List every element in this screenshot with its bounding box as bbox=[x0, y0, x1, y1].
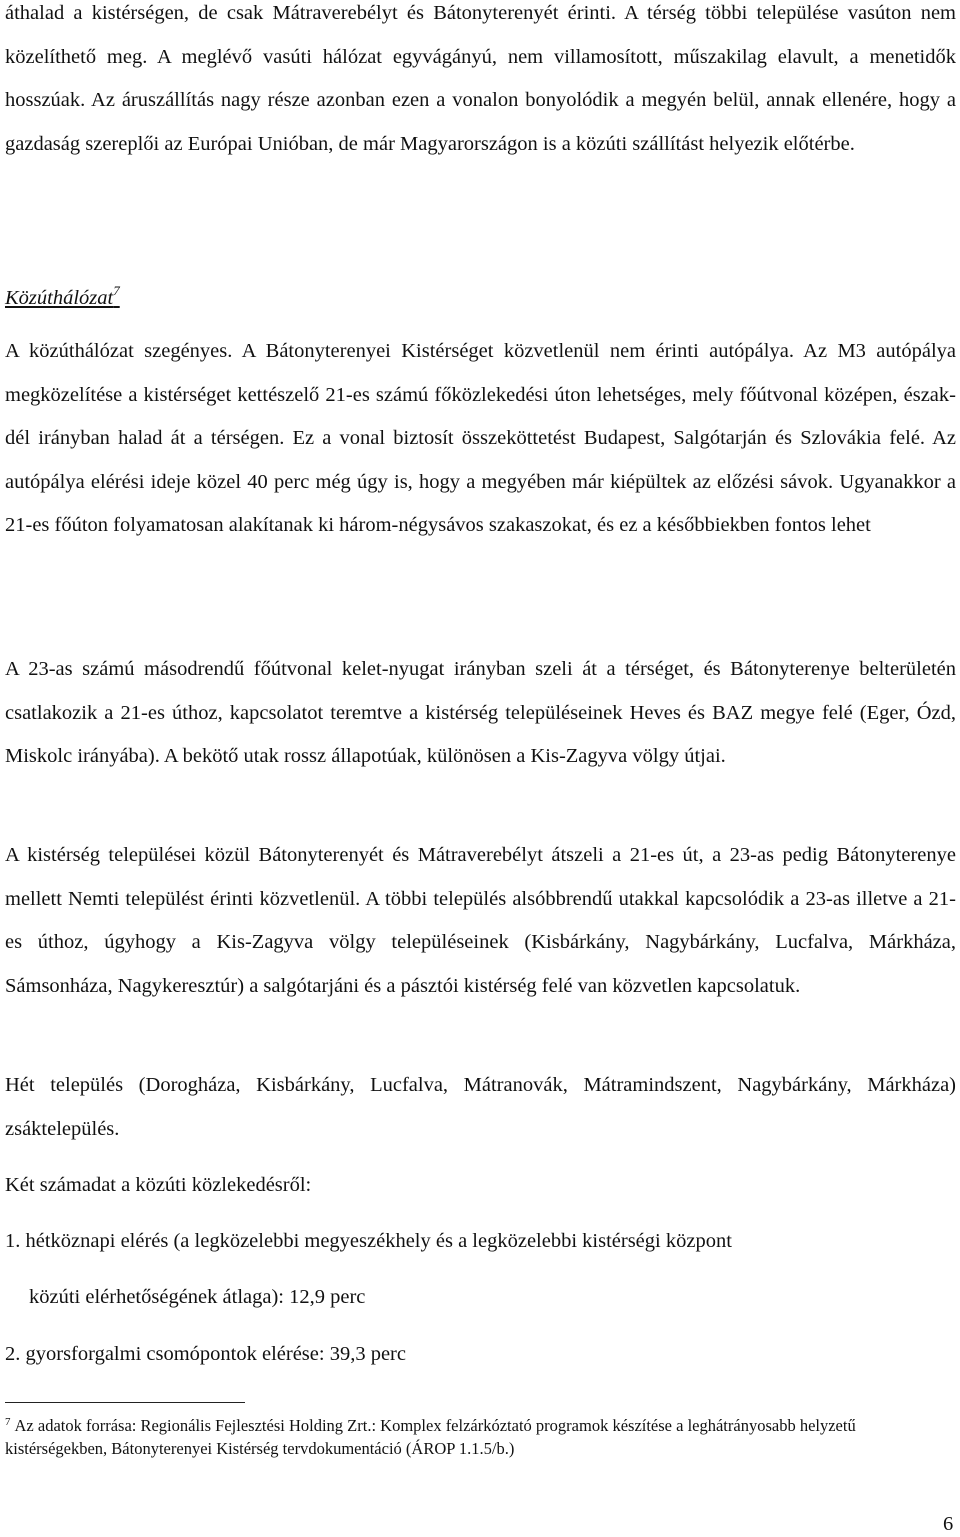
paragraph-road-network: A közúthálózat szegényes. A Bátonyterenyei Kistérséget közvetlenül nem érinti autópálya. Az M3 autópálya megközelítése a kistérséget kettészelő 21-es számú főközlekedési úton lehetséges, mely főútvonal középen, észak-dél irányban halad át a térségen. Ez a vonal biztosít összeköttetést Budapest, Salgótarján és Szlovákia felé. Az autópálya elérési ideje közel 40 perc még úgy is, hogy a megyében már kiépültek az előzési sávok. Ugyanakkor a 21-es főúton folyamatosan alakítanak ki három-négysávos szakaszokat, és ez a későbbiekben fontos lehet bbox=[5, 340, 956, 537]
page-number: 6 bbox=[943, 1513, 954, 1535]
list-item-1-line-2: közúti elérhetőségének átlaga): 12,9 perc bbox=[29, 1285, 366, 1308]
list-item-1-line-1: 1. hétköznapi elérés (a legközelebbi megyeszékhely és a legközelebbi kistérségi központ bbox=[5, 1230, 732, 1252]
footnote-reference[interactable]: 7 bbox=[113, 283, 120, 298]
paragraph-route-23: A 23-as számú másodrendű főútvonal kelet-nyugat irányban szeli át a térséget, és Bátonyterenye belterületén csatlakozik a 21-es úthoz, kapcsolatot teremtve a kistérség településeinek Heves és BAZ megye felé (Eger, Ózd, Miskolc irányába). A bekötő utak rossz állapotúak, különösen a Kis-Zagyva völgy útjai. bbox=[5, 658, 956, 768]
paragraph-statistics-intro: Két számadat a közúti közlekedésről: bbox=[5, 1174, 312, 1196]
section-heading bbox=[5, 278, 120, 318]
footnote-text: Az adatok forrása: Regionális Fejlesztési Holding Zrt.: Komplex felzárkóztató programok készítése a leghátrányosabb helyzetű kistérségekben, Bátonyterenyei Kistérség tervdokumentáció (ÁROP 1.1.5/b.) bbox=[5, 1416, 856, 1458]
footnote bbox=[5, 1414, 905, 1460]
footnote-marker: 7 bbox=[5, 1416, 11, 1428]
paragraph-rail-network: áthalad a kistérségen, de csak Mátraverebélyt és Bátonyterenyét érinti. A térség többi települése vasúton nem közelíthető meg. A meglévő vasúti hálózat egyvágányú, nem villamosított, műszakilag elavult, a menetidők hosszúak. Az áruszállítás nagy része azonban ezen a vonalon bonyolódik a megyén belül, annak ellenére, hogy a gazdaság szereplői az Európai Unióban, de már Magyarországon is a közúti szállítást helyezik előtérbe. bbox=[5, 2, 956, 155]
list-item: 2. gyorsforgalmi csomópontok elérése: 39,3 perc bbox=[5, 1343, 406, 1365]
paragraph-dead-end-settlements: Hét település (Dorogháza, Kisbárkány, Lucfalva, Mátranovák, Mátramindszent, Nagybárkány, Márkháza) zsáktelepülés. bbox=[5, 1074, 956, 1140]
paragraph-settlements-access: A kistérség települései közül Bátonyterenyét és Mátraverebélyt átszeli a 21-es út, a 23-as pedig Bátonyterenye mellett Nemti települést érinti közvetlenül. A többi település alsóbbrendű utakkal kapcsolódik a 23-as illetve a 21-es úthoz, úgyhogy a Kis-Zagyva völgy településeinek (Kisbárkány, Nagybárkány, Lucfalva, Márkháza, Sámsonháza, Nagykeresztúr) a salgótarjáni és a pásztói kistérség felé van közvetlen kapcsolatuk. bbox=[5, 844, 956, 997]
list-item bbox=[5, 1220, 956, 1319]
footnote-divider bbox=[5, 1402, 245, 1403]
section-heading-text: Közúthálózat bbox=[5, 287, 114, 309]
